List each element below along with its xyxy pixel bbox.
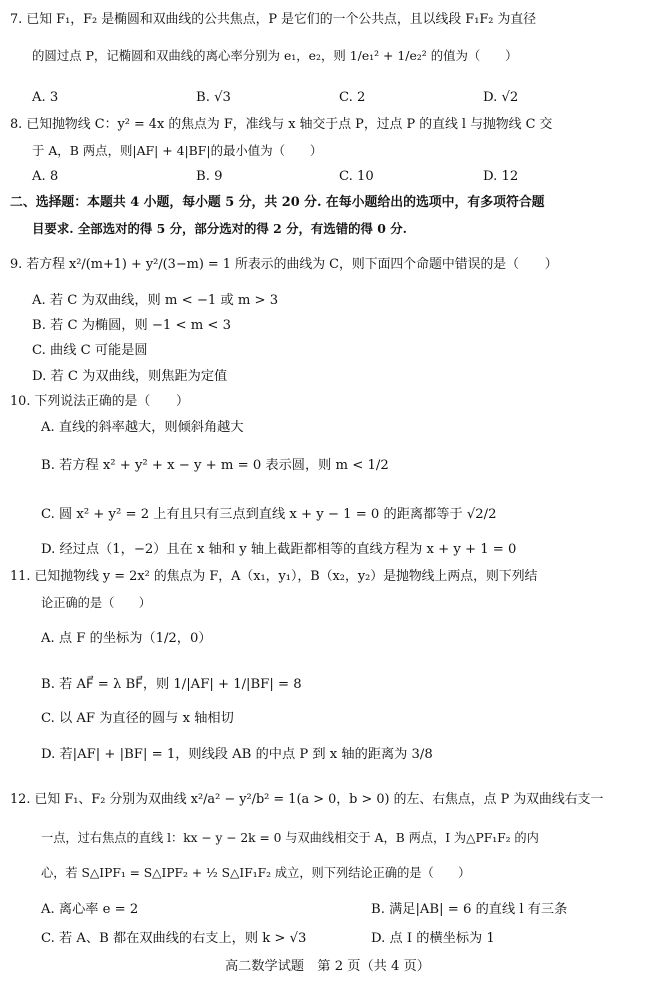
q7-option-b: B. √3 xyxy=(196,90,231,105)
q11-option-a: A. 点 F 的坐标为（1/2，0） xyxy=(41,631,212,646)
q9-option-c: C. 曲线 C 可能是圆 xyxy=(32,343,148,358)
q8-line2: 于 A，B 两点，则|AF| + 4|BF|的最小值为（ ） xyxy=(32,143,323,158)
q7-line1: 7. 已知 F₁，F₂ 是椭圆和双曲线的公共焦点，P 是它们的一个公共点，且以线段 F₁F₂ 为直径 xyxy=(10,12,537,27)
q10-option-b: B. 若方程 x² + y² + x − y + m = 0 表示圆，则 m < 1/2 xyxy=(41,458,389,473)
q10-option-a: A. 直线的斜率越大，则倾斜角越大 xyxy=(41,420,244,435)
q8-option-b: B. 9 xyxy=(196,169,223,184)
q10-option-c: C. 圆 x² + y² = 2 上有且只有三点到直线 x + y − 1 = 0 的距离都等于 √2/2 xyxy=(41,507,497,522)
q11-option-b: B. 若 AF⃗ = λ BF⃗，则 1/|AF| + 1/|BF| = 8 xyxy=(41,677,302,692)
q8-option-c: C. 10 xyxy=(339,169,374,184)
q12-option-c: C. 若 A、B 都在双曲线的右支上，则 k > √3 xyxy=(41,931,307,946)
q12-line1: 12. 已知 F₁、F₂ 分别为双曲线 x²/a² − y²/b² = 1(a > 0，b > 0) 的左、右焦点，点 P 为双曲线右支一 xyxy=(10,792,604,807)
q10-stem: 10. 下列说法正确的是（ ） xyxy=(10,394,189,409)
q7-line2: 的圆过点 P，记椭圆和双曲线的离心率分别为 e₁，e₂，则 1/e₁² + 1/e₂² 的值为（ ） xyxy=(32,48,518,63)
q8-line1: 8. 已知抛物线 C：y² = 4x 的焦点为 F，准线与 x 轴交于点 P，过点 P 的直线 l 与抛物线 C 交 xyxy=(10,117,553,132)
q9-stem: 9. 若方程 x²/(m+1) + y²/(3−m) = 1 所表示的曲线为 C，则下面四个命题中错误的是（ ） xyxy=(10,257,558,272)
q8-option-d: D. 12 xyxy=(483,169,519,184)
q7-option-a: A. 3 xyxy=(32,90,59,105)
section2-line2: 目要求. 全部选对的得 5 分，部分选对的得 2 分，有选错的得 0 分. xyxy=(32,221,407,236)
q8-option-a: A. 8 xyxy=(32,169,59,184)
q12-option-a: A. 离心率 e = 2 xyxy=(41,902,139,917)
q9-option-a: A. 若 C 为双曲线，则 m < −1 或 m > 3 xyxy=(32,293,279,308)
q7-option-d: D. √2 xyxy=(483,90,519,105)
q10-option-d: D. 经过点（1，−2）且在 x 轴和 y 轴上截距都相等的直线方程为 x + y + 1 = 0 xyxy=(41,542,517,557)
q12-line2: 一点，过右焦点的直线 l：kx − y − 2k = 0 与双曲线相交于 A，B 两点，I 为△PF₁F₂ 的内 xyxy=(41,831,539,845)
q12-option-d: D. 点 I 的横坐标为 1 xyxy=(371,931,495,946)
q9-option-b: B. 若 C 为椭圆，则 −1 < m < 3 xyxy=(32,318,232,333)
q7-option-c: C. 2 xyxy=(339,90,366,105)
q9-option-d: D. 若 C 为双曲线，则焦距为定值 xyxy=(32,369,228,384)
section2-line1: 二、选择题：本题共 4 小题，每小题 5 分，共 20 分. 在每小题给出的选项中，有多项符合题 xyxy=(10,195,545,210)
q11-line1: 11. 已知抛物线 y = 2x² 的焦点为 F，A（x₁，y₁），B（x₂，y₂）是抛物线上两点，则下列结 xyxy=(10,569,538,584)
q12-line3: 心，若 S△IPF₁ = S△IPF₂ + ½ S△IF₁F₂ 成立，则下列结论正确的是（ ） xyxy=(41,866,471,880)
q11-option-d: D. 若|AF| + |BF| = 1，则线段 AB 的中点 P 到 x 轴的距离为 3/8 xyxy=(41,747,433,762)
page-footer: 高二数学试题 第 2 页（共 4 页） xyxy=(225,959,430,974)
q11-line2: 论正确的是（ ） xyxy=(41,596,151,610)
q11-option-c: C. 以 AF 为直径的圆与 x 轴相切 xyxy=(41,711,234,726)
q12-option-b: B. 满足|AB| = 6 的直线 l 有三条 xyxy=(371,902,568,917)
